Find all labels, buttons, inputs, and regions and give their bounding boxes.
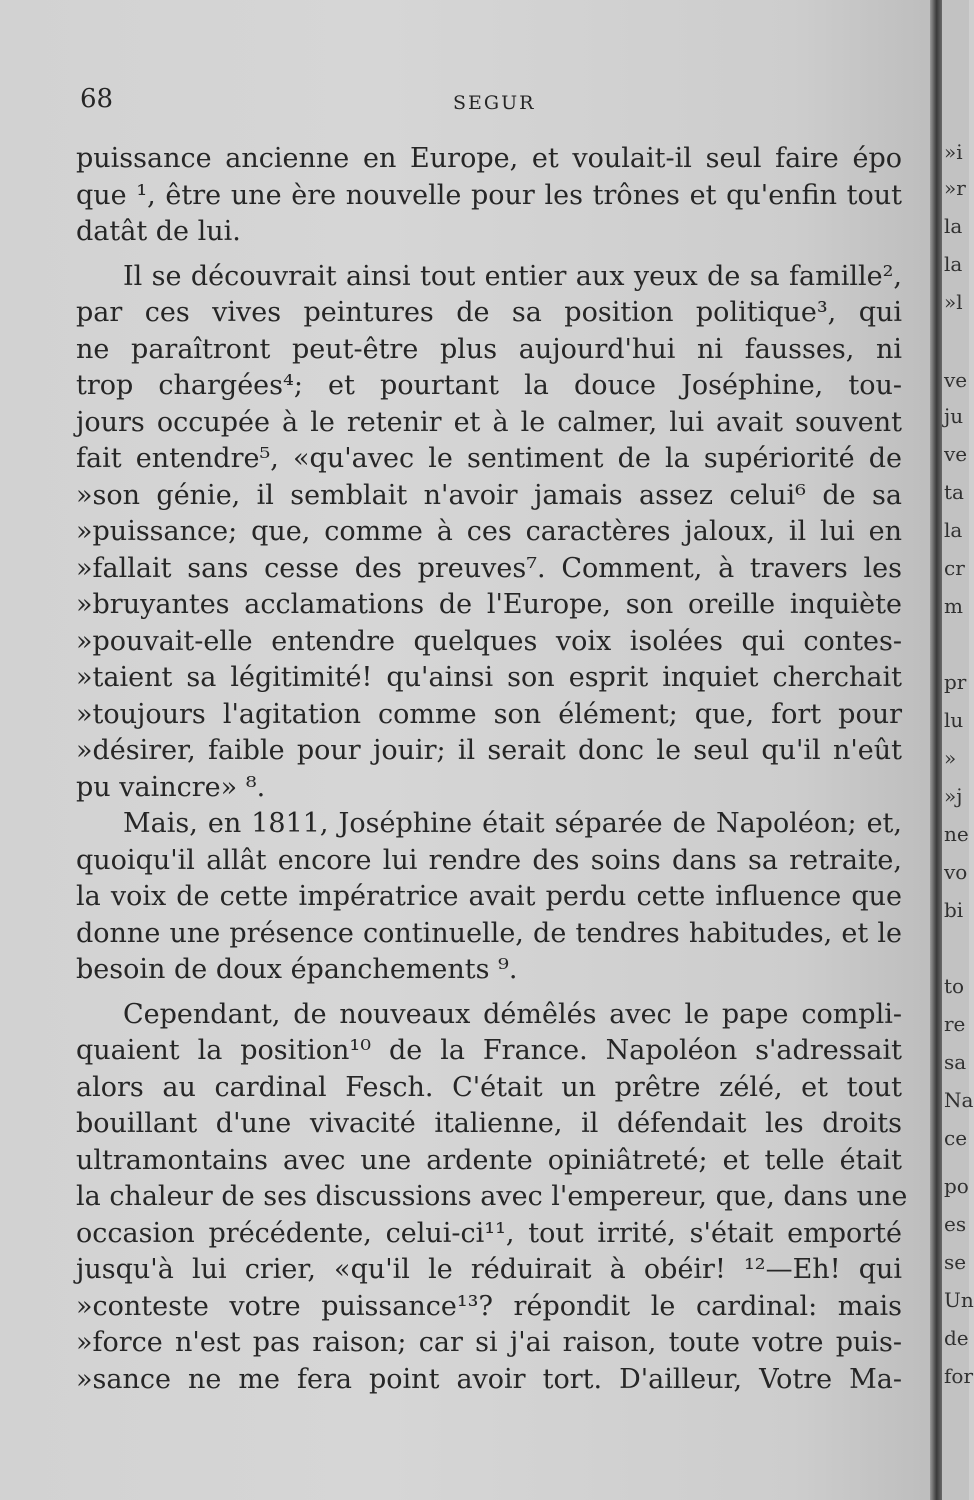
edge-fragment: »l — [944, 290, 963, 314]
text-line: »force n'est pas raison; car si j'ai raison, toute votre puis- — [76, 1327, 902, 1358]
running-title: SEGUR — [453, 92, 536, 114]
text-line: »puissance; que, comme à ces caractères jaloux, il lui en — [76, 516, 902, 547]
text-line: »fallait sans cesse des preuves⁷. Comment, à travers les — [76, 552, 902, 584]
edge-fragment: »r — [944, 176, 966, 200]
text-line: bouillant d'une vivacité italienne, il défendait les droits — [76, 1108, 902, 1139]
edge-fragment: Na — [944, 1088, 974, 1112]
edge-fragment: Un — [944, 1288, 974, 1312]
text-line: datât de lui. — [76, 216, 241, 247]
text-line: besoin de doux épanchements ⁹. — [76, 954, 518, 985]
edge-fragment: ne — [944, 822, 969, 846]
text-line: Mais, en 1811, Joséphine était séparée de Napoléon; et, — [123, 808, 902, 839]
text-line: la voix de cette impératrice avait perdu cette influence que — [76, 881, 902, 912]
text-line: fait entendre⁵, «qu'avec le sentiment de la supériorité de — [76, 443, 902, 474]
text-line: »désirer, faible pour jouir; il serait donc le seul qu'il n'eût — [76, 735, 902, 766]
text-line: »son génie, il semblait n'avoir jamais assez celui⁶ de sa — [76, 479, 902, 511]
text-line: ultramontains avec une ardente opiniâtreté; et telle était — [76, 1144, 902, 1176]
text-line: donne une présence continuelle, de tendres habitudes, et le — [76, 917, 902, 949]
edge-fragment: bi — [944, 898, 964, 922]
edge-fragment: la — [944, 518, 963, 542]
edge-fragment: » — [944, 746, 957, 770]
edge-fragment: to — [944, 974, 965, 998]
text-line: pu vaincre» ⁸. — [76, 771, 266, 803]
edge-fragment: »i — [944, 140, 963, 164]
text-line: jusqu'à lui crier, «qu'il le réduirait à obéir! ¹²—Eh! qui — [76, 1254, 902, 1285]
page-number: 68 — [80, 84, 114, 114]
book-gutter — [930, 0, 942, 1500]
text-line: jours occupée à le retenir et à le calmer, lui avait souvent — [76, 406, 902, 438]
text-line: trop chargées⁴; et pourtant la douce Joséphine, tou- — [76, 370, 902, 401]
adjacent-page-edge — [942, 0, 974, 1500]
edge-fragment: re — [944, 1012, 966, 1036]
edge-fragment: »j — [944, 784, 963, 808]
edge-fragment: sa — [944, 1050, 967, 1074]
edge-fragment: la — [944, 252, 963, 276]
edge-fragment: m — [944, 594, 963, 618]
edge-fragment: ju — [944, 404, 964, 428]
edge-fragment: se — [944, 1250, 967, 1274]
text-line: la chaleur de ses discussions avec l'empereur, que, dans une — [76, 1181, 908, 1212]
body-text — [76, 141, 908, 1398]
edge-fragment: la — [944, 214, 963, 238]
text-line: puissance ancienne en Europe, et voulait-il seul faire épo — [76, 143, 902, 174]
edge-fragment: vo — [944, 860, 968, 884]
edge-fragment: de — [944, 1326, 969, 1350]
edge-fragment: ce — [944, 1126, 968, 1150]
edge-fragment: pr — [944, 670, 967, 694]
text-line: »taient sa légitimité! qu'ainsi son esprit inquiet cherchait — [76, 662, 902, 693]
text-line: alors au cardinal Fesch. C'était un prêtre zélé, et tout — [76, 1071, 902, 1103]
text-line: ne paraîtront peut-être plus aujourd'hui ni fausses, ni — [76, 333, 902, 365]
text-line: occasion précédente, celui-ci¹¹, tout irrité, s'était emporté — [76, 1217, 902, 1249]
text-line: »toujours l'agitation comme son élément; que, fort pour — [76, 698, 902, 730]
edge-fragment: cr — [944, 556, 965, 580]
edge-fragment: po — [944, 1174, 969, 1198]
edge-fragment: ve — [944, 442, 968, 466]
text-line: »sance ne me fera point avoir tort. D'ailleur, Votre Ma- — [76, 1363, 902, 1395]
edge-fragment: ta — [944, 480, 964, 504]
text-line: Cependant, de nouveaux démêlés avec le pape compli- — [123, 998, 902, 1030]
text-line: par ces vives peintures de sa position politique³, qui — [76, 297, 902, 328]
edge-fragment: ve — [944, 368, 968, 392]
edge-fragment: es — [944, 1212, 967, 1236]
text-line: Il se découvrait ainsi tout entier aux yeux de sa famille², — [123, 260, 902, 292]
text-line: que ¹, être une ère nouvelle pour les trônes et qu'enfin tout — [76, 179, 902, 211]
text-line: »conteste votre puissance¹³? répondit le cardinal: mais — [76, 1290, 902, 1322]
text-line: »bruyantes acclamations de l'Europe, son oreille inquiète — [76, 589, 902, 620]
edge-fragment: for — [944, 1364, 974, 1388]
text-line: »pouvait-elle entendre quelques voix isolées qui contes- — [76, 625, 902, 657]
text-line: quaient la position¹⁰ de la France. Napoléon s'adressait — [76, 1035, 902, 1066]
text-line: quoiqu'il allât encore lui rendre des soins dans sa retraite, — [76, 844, 902, 876]
edge-fragment: lu — [944, 708, 964, 732]
